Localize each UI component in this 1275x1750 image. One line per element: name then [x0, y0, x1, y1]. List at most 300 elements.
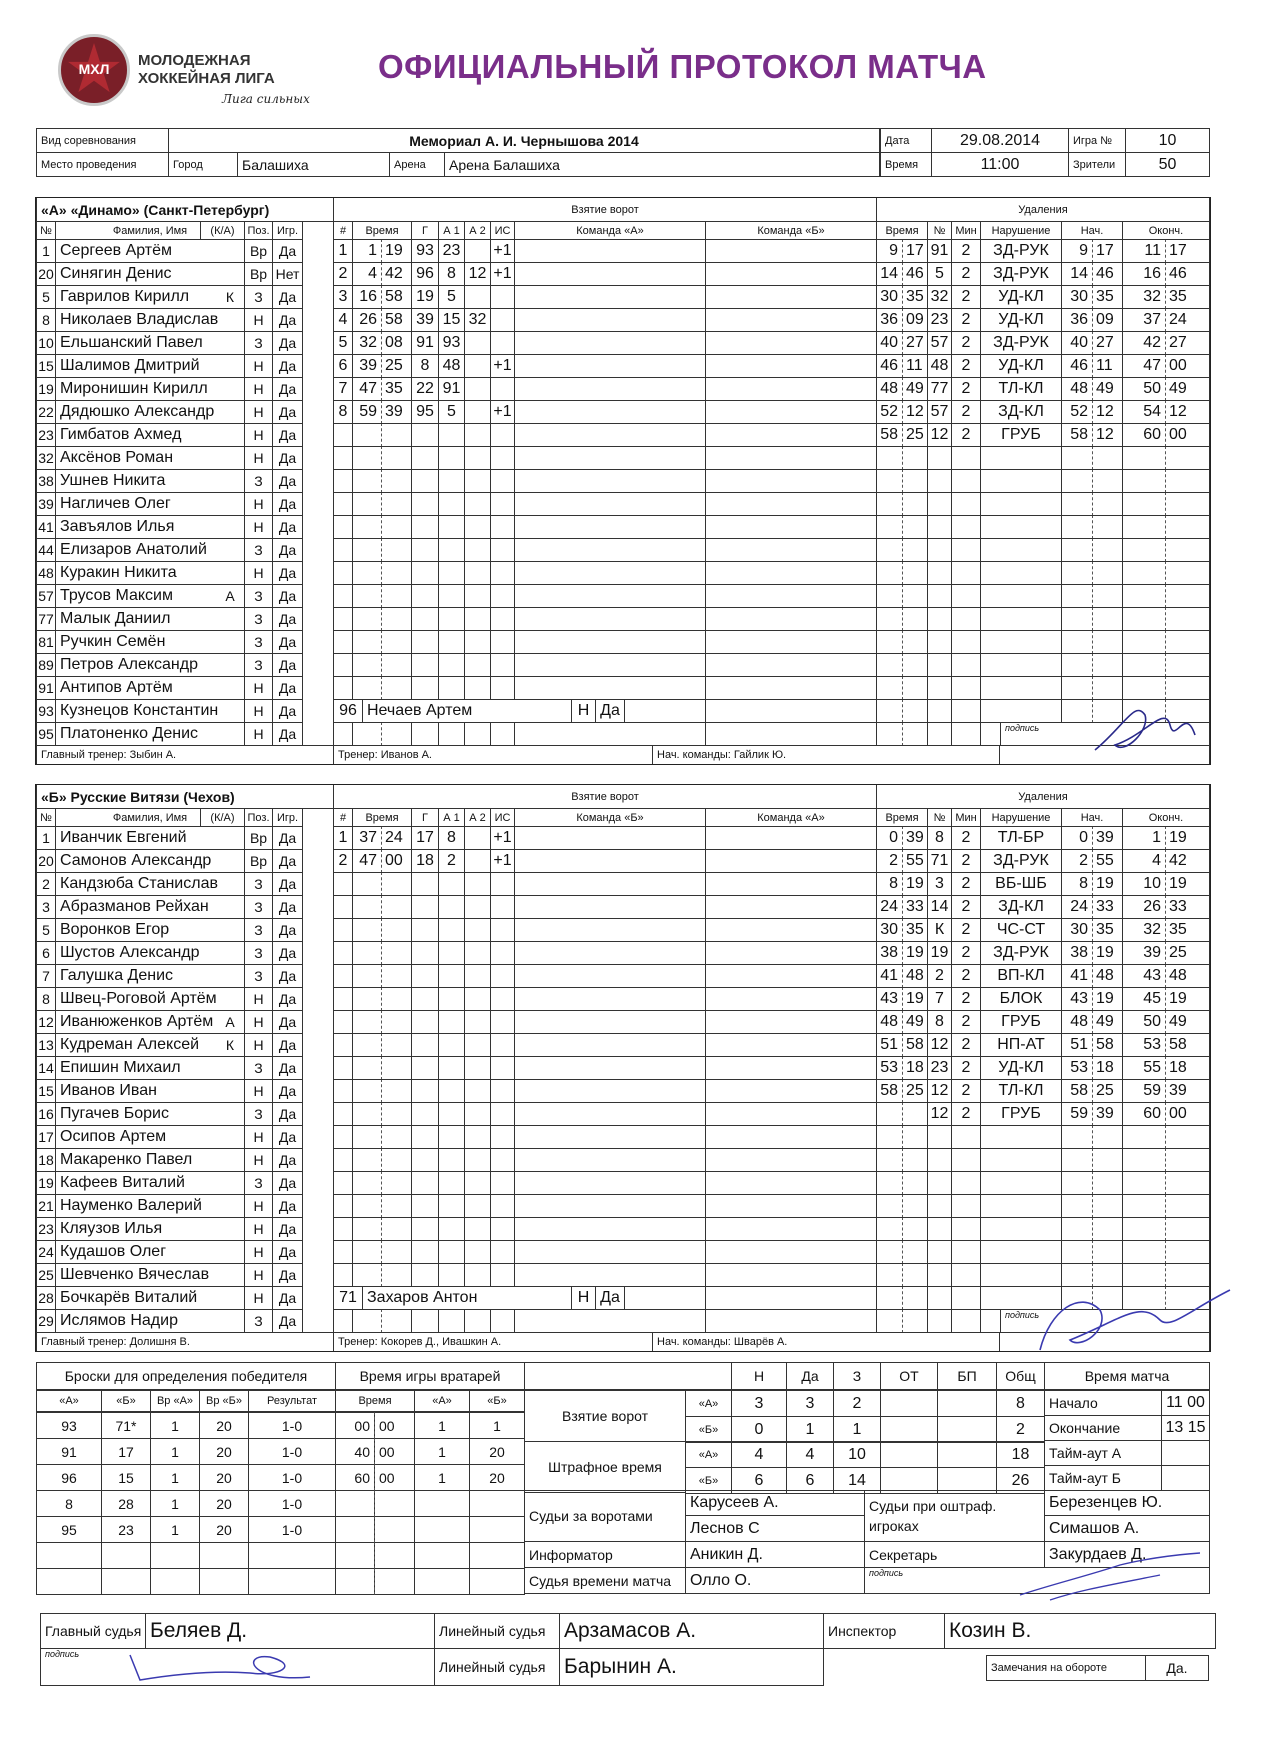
penalty-cell: 50: [1122, 377, 1166, 401]
col-header: Время: [352, 221, 412, 240]
player-pos: З: [244, 1171, 273, 1195]
goalie-b: 20: [469, 1438, 525, 1465]
penalty-cell: 36: [876, 308, 903, 332]
date-value: 29.08.2014: [931, 128, 1069, 153]
goal-cell: +1: [490, 400, 515, 424]
penalty-cell: 2: [951, 262, 981, 286]
penalty-signature-label: подпись: [1000, 1309, 1210, 1333]
goalie-a: [414, 1568, 470, 1595]
penalty-cell: 00: [1165, 354, 1210, 378]
shootout-h-gkb: Вр «Б»: [199, 1390, 249, 1412]
signature-team-b: [1020, 1270, 1240, 1360]
player-pos: Н: [244, 1194, 273, 1218]
penalty-cell: 00: [1165, 1102, 1210, 1126]
signature-team-a: [1085, 695, 1205, 765]
penalty-cell: ЗД-РУК: [980, 941, 1062, 965]
shootout-cell: 1-0: [248, 1516, 336, 1543]
player-played: Да: [272, 849, 303, 873]
logo-text: МХЛ: [78, 61, 110, 77]
goal-cell: 42: [381, 262, 412, 286]
player-name: Шалимов Дмитрий: [55, 354, 245, 378]
penalty-cell: 24: [1165, 308, 1210, 332]
player-name: Пугачев Борис: [55, 1102, 245, 1126]
summary-value: 3: [731, 1390, 787, 1417]
player-num: 15: [36, 1079, 56, 1103]
penalty-cell: 30: [876, 918, 903, 942]
penalty-cell: 16: [1122, 262, 1166, 286]
penalty-cell: 19: [1092, 941, 1123, 965]
player-pos: Н: [244, 1263, 273, 1287]
player-name: Елизаров Анатолий: [55, 538, 245, 562]
player-num: 48: [36, 561, 56, 585]
penalty-cell: 24: [876, 895, 903, 919]
player-num: 16: [36, 1102, 56, 1126]
penalty-cell: 32: [927, 285, 952, 309]
player-pos: Н: [244, 1010, 273, 1034]
summary-value: [937, 1441, 997, 1468]
goal-cell: 5: [333, 331, 353, 355]
player-played: Да: [272, 826, 303, 850]
penalty-cell: 12: [902, 400, 928, 424]
extra-player-num: 96: [333, 699, 363, 723]
goal-cell: 12: [464, 262, 491, 286]
penalty-cell: 19: [902, 987, 928, 1011]
shootout-h-gka: Вр «А»: [150, 1390, 200, 1412]
penalty-cell: 11: [1092, 354, 1123, 378]
player-num: 2: [36, 872, 56, 896]
player-num: 19: [36, 1171, 56, 1195]
goal-cell: 37: [352, 826, 382, 850]
penalty-cell: 51: [876, 1033, 903, 1057]
shootout-empty: [36, 1568, 102, 1595]
player-num: 8: [36, 987, 56, 1011]
line-ref-1: Арзамасов А.: [559, 1613, 824, 1649]
main-ref-signature-label: подпись: [40, 1648, 435, 1686]
penalty-cell: 77: [927, 377, 952, 401]
penalty-cell: 48: [1061, 377, 1093, 401]
player-name: Кляузов Илья: [55, 1217, 245, 1241]
goals-title: Взятие ворот: [333, 784, 877, 809]
player-pos: Н: [244, 1286, 273, 1310]
shootout-cell: 28: [101, 1490, 151, 1517]
officials-signature-label: подпись: [864, 1567, 1210, 1594]
goalie-b: 20: [469, 1464, 525, 1491]
goal-cell: 59: [352, 400, 382, 424]
penalty-cell: 48: [1061, 1010, 1093, 1034]
summary-value: 18: [996, 1441, 1045, 1468]
player-name: Бочкарёв Виталий: [55, 1286, 245, 1310]
goal-cell: 25: [381, 354, 412, 378]
penalty-cell: 53: [876, 1056, 903, 1080]
player-num: 7: [36, 964, 56, 988]
timekeeper-value: Олло О.: [685, 1567, 865, 1594]
penalty-cell: 48: [876, 1010, 903, 1034]
summary-value: 4: [731, 1441, 787, 1468]
player-played: Да: [272, 1056, 303, 1080]
line-ref-label-1: Линейный судья: [434, 1613, 560, 1649]
player-name: Осипов Артем: [55, 1125, 245, 1149]
shootout-h-res: Результат: [248, 1390, 336, 1412]
player-num: 32: [36, 446, 56, 470]
goals-title: Взятие ворот: [333, 197, 877, 222]
shootout-cell: 91: [36, 1438, 102, 1465]
player-played: Да: [272, 895, 303, 919]
penalty-cell: 39: [1092, 1102, 1123, 1126]
player-pos: Вр: [244, 239, 273, 263]
goalie-min: [335, 1490, 375, 1517]
pen-judges-label: Судьи при оштраф. игроках: [864, 1490, 1045, 1542]
extra-player-pos: Н: [571, 699, 596, 723]
league-motto: Лига сильных: [222, 92, 310, 106]
goal-cell: 8: [411, 354, 439, 378]
player-played: Нет: [272, 262, 303, 286]
goal-cell: 47: [352, 849, 382, 873]
summary-goals-label: Взятие ворот: [524, 1390, 686, 1442]
place-label: Место проведения: [36, 152, 169, 177]
penalty-cell: 7: [927, 987, 952, 1011]
penalty-cell: 48: [902, 964, 928, 988]
goal-cell: 19: [411, 285, 439, 309]
player-pos: Н: [244, 987, 273, 1011]
extra-player-played: Да: [595, 699, 625, 723]
penalty-cell: 2: [876, 849, 903, 873]
player-num: 24: [36, 1240, 56, 1264]
penalty-cell: 53: [1122, 1033, 1166, 1057]
player-pos: Н: [244, 1217, 273, 1241]
summary-value: 2: [833, 1390, 881, 1417]
shootout-cell: 1: [150, 1438, 200, 1465]
penalty-cell: 39: [1092, 826, 1123, 850]
shootout-cell: 96: [36, 1464, 102, 1491]
penalty-cell: ГРУБ: [980, 1102, 1062, 1126]
penalty-cell: 19: [927, 941, 952, 965]
penalty-cell: 2: [951, 987, 981, 1011]
penalty-signature-label: подпись: [1000, 722, 1210, 746]
penalty-cell: 49: [1092, 377, 1123, 401]
col-header: Время: [352, 808, 412, 827]
player-num: 41: [36, 515, 56, 539]
player-pos: Н: [244, 1125, 273, 1149]
penalty-cell: 12: [927, 423, 952, 447]
main-ref-value: Беляев Д.: [145, 1613, 435, 1649]
penalty-cell: 59: [1122, 1079, 1166, 1103]
col-header: Нач.: [1061, 808, 1123, 827]
player-played: Да: [272, 918, 303, 942]
player-pos: Н: [244, 1079, 273, 1103]
summary-value: 8: [996, 1390, 1045, 1417]
penalty-cell: 43: [1122, 964, 1166, 988]
extra-player-pos: Н: [571, 1286, 596, 1310]
shootout-empty: [150, 1542, 200, 1569]
goal-cell: 39: [381, 400, 412, 424]
player-name: Шустов Александр: [55, 941, 245, 965]
col-header: Мин: [951, 221, 981, 240]
penalty-cell: 2: [951, 895, 981, 919]
player-played: Да: [272, 1171, 303, 1195]
summary-team-label: «А»: [685, 1390, 732, 1417]
penalty-cell: 52: [1061, 400, 1093, 424]
player-pos: Н: [244, 308, 273, 332]
end-label: Окончание: [1044, 1415, 1162, 1441]
summary-value: 3: [786, 1390, 834, 1417]
player-name: Дядюшко Александр: [55, 400, 245, 424]
penalty-cell: 19: [1165, 987, 1210, 1011]
penalty-cell: ВП-КЛ: [980, 964, 1062, 988]
goalie-b: [469, 1490, 525, 1517]
penalty-cell: 32: [1122, 918, 1166, 942]
shootout-cell: 1: [150, 1490, 200, 1517]
player-pos: Н: [244, 492, 273, 516]
goal-cell: 5: [438, 400, 465, 424]
penalty-cell: 55: [902, 849, 928, 873]
penalty-cell: 27: [1092, 331, 1123, 355]
penalty-cell: 19: [1092, 987, 1123, 1011]
penalty-cell: 35: [1165, 918, 1210, 942]
player-played: Да: [272, 1286, 303, 1310]
penalty-cell: УД-КЛ: [980, 1056, 1062, 1080]
player-played: Да: [272, 1033, 303, 1057]
goalie-b: [469, 1516, 525, 1543]
player-pos: З: [244, 895, 273, 919]
penalty-cell: ЗД-РУК: [980, 331, 1062, 355]
player-name: Кузнецов Константин: [55, 699, 245, 723]
player-played: Да: [272, 964, 303, 988]
penalty-cell: 58: [1165, 1033, 1210, 1057]
penalty-cell: 8: [927, 826, 952, 850]
penalty-cell: ЗД-РУК: [980, 262, 1062, 286]
player-played: Да: [272, 515, 303, 539]
summary-header: БП: [937, 1362, 997, 1390]
penalty-cell: 58: [902, 1033, 928, 1057]
penalty-cell: 3: [927, 872, 952, 896]
city-value: Балашиха: [237, 152, 390, 177]
penalty-cell: 35: [1092, 918, 1123, 942]
team-frame: [35, 197, 1211, 765]
goal-cell: 24: [381, 826, 412, 850]
goal-cell: 93: [438, 331, 465, 355]
penalty-cell: УД-КЛ: [980, 308, 1062, 332]
penalty-cell: 19: [902, 941, 928, 965]
penalty-cell: ГРУБ: [980, 423, 1062, 447]
player-name: Иванюженков Артём: [55, 1010, 245, 1034]
col-header: А 1: [438, 808, 465, 827]
goalie-sec: 00: [374, 1438, 415, 1465]
game-value: 10: [1125, 128, 1210, 153]
player-name: Ислямов Надир: [55, 1309, 245, 1333]
penalties-title: Удаления: [876, 197, 1210, 222]
penalty-cell: 2: [951, 1010, 981, 1034]
player-num: 12: [36, 1010, 56, 1034]
league-line2: ХОККЕЙНАЯ ЛИГА: [138, 70, 275, 87]
goalie-time-title: Время игры вратарей: [335, 1362, 525, 1390]
col-header: Г: [411, 808, 439, 827]
summary-value: 4: [786, 1441, 834, 1468]
informer-value: Аникин Д.: [685, 1541, 865, 1568]
pen-judge-2: Симашов А.: [1044, 1515, 1210, 1542]
penalty-cell: 33: [1165, 895, 1210, 919]
player-num: 23: [36, 423, 56, 447]
goalie-h-b: «Б»: [469, 1390, 525, 1412]
col-header: ИС: [490, 221, 515, 240]
shootout-cell: 1-0: [248, 1490, 336, 1517]
penalty-cell: УД-КЛ: [980, 354, 1062, 378]
goal-cell: 1: [352, 239, 382, 263]
goal-cell: 19: [381, 239, 412, 263]
extra-player-played: Да: [595, 1286, 625, 1310]
penalty-cell: 2: [951, 1056, 981, 1080]
penalty-cell: 58: [1061, 1079, 1093, 1103]
penalty-cell: 49: [902, 377, 928, 401]
player-num: 44: [36, 538, 56, 562]
penalty-cell: 12: [1092, 423, 1123, 447]
shootout-empty: [199, 1568, 249, 1595]
team-title: «А» «Динамо» (Санкт-Петербург): [36, 197, 334, 222]
player-pos: З: [244, 918, 273, 942]
spect-value: 50: [1125, 152, 1210, 177]
goal-cell: 2: [333, 849, 353, 873]
player-pos: З: [244, 941, 273, 965]
col-header: Нач.: [1061, 221, 1123, 240]
col-header: №: [927, 808, 952, 827]
player-num: 15: [36, 354, 56, 378]
penalty-cell: 19: [902, 872, 928, 896]
col-header: №: [36, 808, 56, 827]
shootout-empty: [36, 1542, 102, 1569]
summary-value: [880, 1390, 938, 1417]
player-num: 5: [36, 285, 56, 309]
player-num: 57: [36, 584, 56, 608]
penalty-cell: 43: [876, 987, 903, 1011]
goal-cell: 58: [381, 308, 412, 332]
player-pos: З: [244, 964, 273, 988]
goal-cell: 48: [438, 354, 465, 378]
player-played: Да: [272, 1148, 303, 1172]
player-played: Да: [272, 377, 303, 401]
player-num: 39: [36, 492, 56, 516]
shootout-empty: [101, 1568, 151, 1595]
player-name: Петров Александр: [55, 653, 245, 677]
spect-label: Зрители: [1068, 152, 1126, 177]
goalie-a: 1: [414, 1464, 470, 1491]
summary-spacer: [524, 1362, 732, 1390]
goalie-sec: 00: [374, 1412, 415, 1439]
penalty-cell: ГРУБ: [980, 1010, 1062, 1034]
summary-value: 1: [786, 1416, 834, 1443]
summary-team-label: «А»: [685, 1441, 732, 1468]
goal-cell: 00: [381, 849, 412, 873]
time-value: 11:00: [931, 152, 1069, 177]
summary-pen-label: Штрафное время: [524, 1441, 686, 1493]
shootout-h-a: «А»: [36, 1390, 102, 1412]
penalty-cell: 52: [876, 400, 903, 424]
penalty-cell: 49: [1092, 1010, 1123, 1034]
league-name: [138, 52, 275, 88]
penalty-cell: 10: [1122, 872, 1166, 896]
player-pos: Н: [244, 1148, 273, 1172]
penalty-cell: 53: [1061, 1056, 1093, 1080]
shootout-cell: 15: [101, 1464, 151, 1491]
shootout-cell: 1: [150, 1464, 200, 1491]
goal-cell: +1: [490, 239, 515, 263]
penalty-cell: 49: [1165, 1010, 1210, 1034]
goal-judge-1: Карусеев А.: [685, 1490, 865, 1516]
penalty-cell: 11: [902, 354, 928, 378]
penalty-cell: 33: [902, 895, 928, 919]
penalty-cell: 59: [1061, 1102, 1093, 1126]
coach: Тренер: Иванов А.: [333, 745, 653, 765]
goal-cell: 18: [411, 849, 439, 873]
shootout-empty: [248, 1542, 336, 1569]
secretary-label: Секретарь: [864, 1541, 1045, 1568]
remarks-label: Замечания на обороте: [986, 1655, 1146, 1681]
penalty-cell: 27: [1165, 331, 1210, 355]
shootout-cell: 20: [199, 1464, 249, 1491]
page-title: ОФИЦИАЛЬНЫЙ ПРОТОКОЛ МАТЧА: [378, 48, 987, 85]
goalie-a: [414, 1542, 470, 1569]
player-played: Да: [272, 1125, 303, 1149]
player-num: 95: [36, 722, 56, 746]
coach: Тренер: Кокорев Д., Ивашкин А.: [333, 1332, 653, 1352]
penalty-cell: 11: [1122, 239, 1166, 263]
penalty-cell: 12: [1165, 400, 1210, 424]
penalty-cell: 41: [876, 964, 903, 988]
team-chief: Нач. команды: Гайлик Ю.: [652, 745, 1000, 765]
player-played: Да: [272, 492, 303, 516]
goalie-min: [335, 1568, 375, 1595]
col-header: Оконч.: [1122, 808, 1210, 827]
summary-value: [880, 1441, 938, 1468]
player-name: Кудреман Алексей: [55, 1033, 245, 1057]
player-pos: Н: [244, 423, 273, 447]
player-num: 8: [36, 308, 56, 332]
goalie-sec: [374, 1490, 415, 1517]
player-name: Гимбатов Ахмед: [55, 423, 245, 447]
col-header: ИС: [490, 808, 515, 827]
player-name: Антипов Артём: [55, 676, 245, 700]
arena-label: Арена: [389, 152, 445, 177]
player-num: 77: [36, 607, 56, 631]
tb-value: [1161, 1465, 1210, 1491]
goalie-b: [469, 1542, 525, 1569]
col-header: Мин: [951, 808, 981, 827]
goal-cell: 3: [333, 285, 353, 309]
penalty-cell: 58: [876, 1079, 903, 1103]
goal-cell: +1: [490, 849, 515, 873]
col-header: #: [333, 221, 353, 240]
penalty-cell: 35: [902, 285, 928, 309]
penalty-cell: 46: [1061, 354, 1093, 378]
penalty-cell: 55: [1122, 1056, 1166, 1080]
player-pos: З: [244, 653, 273, 677]
penalty-cell: 25: [1092, 1079, 1123, 1103]
goalie-a: 1: [414, 1412, 470, 1439]
summary-value: 26: [996, 1467, 1045, 1494]
goal-judge-2: Леснов С: [685, 1515, 865, 1542]
player-name: Воронков Егор: [55, 918, 245, 942]
penalty-cell: 49: [902, 1010, 928, 1034]
league-line1: МОЛОДЕЖНАЯ: [138, 52, 251, 69]
player-pos: З: [244, 331, 273, 355]
penalty-cell: 14: [1061, 262, 1093, 286]
player-name: Гаврилов Кирилл: [55, 285, 245, 309]
penalty-cell: 2: [951, 1033, 981, 1057]
player-name: Кафеев Виталий: [55, 1171, 245, 1195]
penalty-cell: 38: [1061, 941, 1093, 965]
ta-value: [1161, 1440, 1210, 1466]
penalty-cell: 27: [902, 331, 928, 355]
penalty-cell: 2: [951, 918, 981, 942]
player-name: Иванчик Евгений: [55, 826, 245, 850]
